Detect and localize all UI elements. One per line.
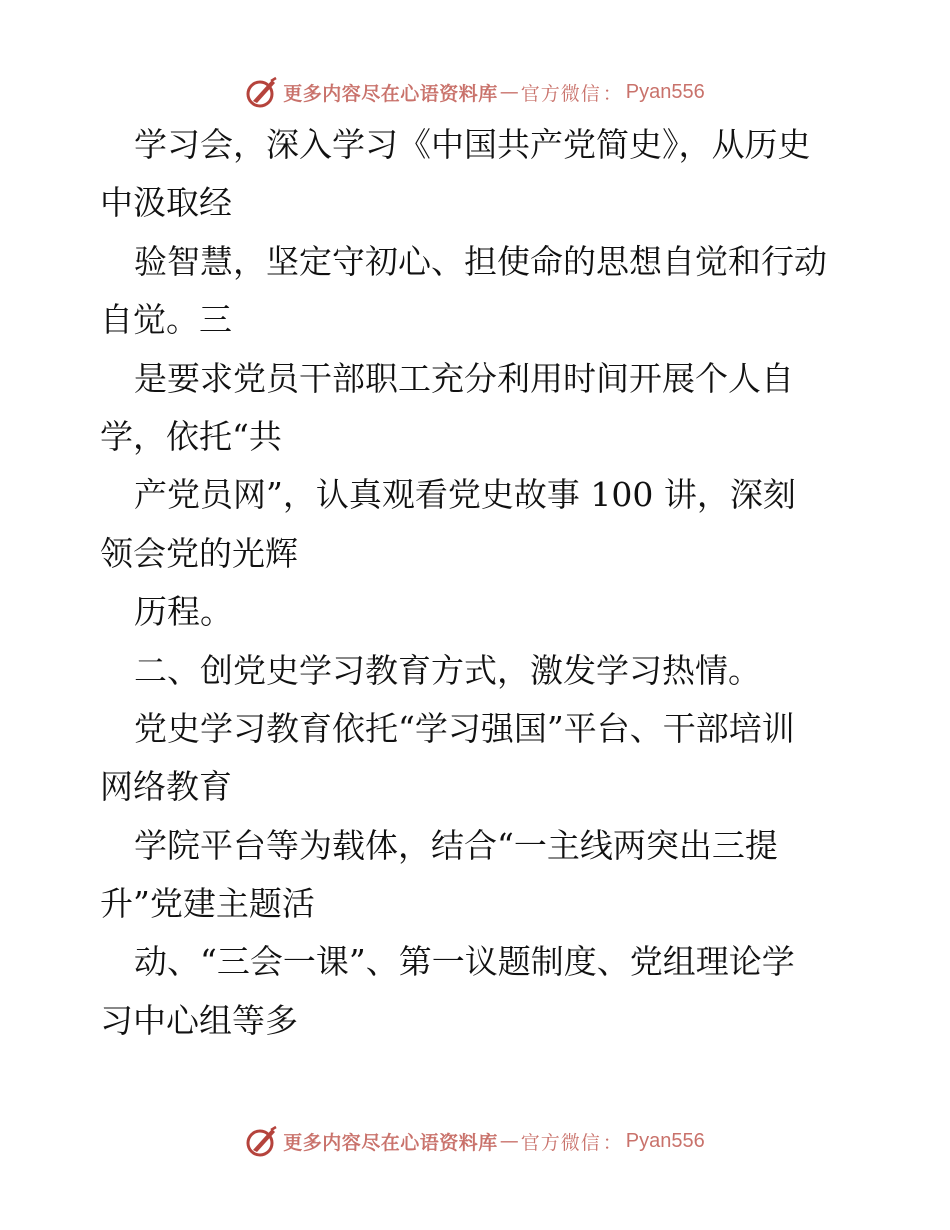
text-line: 党史学习教育依托“学习强国”平台、干部培训 — [134, 708, 795, 748]
text-line: 网络教育 — [100, 767, 232, 807]
footer-watermark — [0, 1121, 950, 1161]
header-watermark — [0, 72, 950, 112]
watermark-sub-text: 官方微信 — [520, 1131, 601, 1154]
watermark-sub-text: 官方微信 — [520, 82, 601, 105]
text-line: 升”党建主题活 — [100, 884, 315, 924]
text-line: 学，依托“共 — [100, 416, 282, 456]
text-line: 学习会，深入学习《中国共产党简史》，从历史 — [134, 125, 811, 164]
watermark-dash: — — [499, 1130, 519, 1152]
text-line: 历程。 — [134, 592, 233, 632]
watermark-main-text: 更多内容尽在心语资料库 — [283, 1131, 498, 1154]
quill-logo-icon — [245, 1124, 279, 1158]
text-line: 是要求党员干部职工充分利用时间开展个人自 — [134, 358, 794, 398]
text-line: 验智慧，坚定守初心、担使命的思想自觉和行动 — [134, 241, 827, 281]
text-line: 中汲取经 — [100, 183, 232, 223]
text-line: 自觉。三 — [100, 300, 232, 340]
watermark-wechat-id: Pyan556 — [625, 80, 705, 103]
text-line: 动、“三会一课”、第一议题制度、党组理论学 — [134, 942, 795, 982]
watermark-wechat-id: Pyan556 — [625, 1129, 705, 1152]
watermark-colon: ： — [602, 82, 622, 105]
body-text — [100, 116, 860, 1050]
text-line: 学院平台等为载体，结合“一主线两突出三提 — [134, 825, 778, 865]
text-line: 习中心组等多 — [100, 1000, 298, 1040]
watermark-colon: ： — [602, 1131, 622, 1154]
quill-logo-icon — [245, 75, 279, 109]
text-line: 产党员网”，认真观看党史故事 100 讲，深刻 — [134, 475, 796, 515]
watermark-dash: — — [499, 81, 519, 103]
section-heading: 二、创党史学习教育方式，激发学习热情。 — [134, 650, 761, 690]
text-line: 领会党的光辉 — [100, 533, 298, 573]
watermark-main-text: 更多内容尽在心语资料库 — [283, 82, 498, 105]
